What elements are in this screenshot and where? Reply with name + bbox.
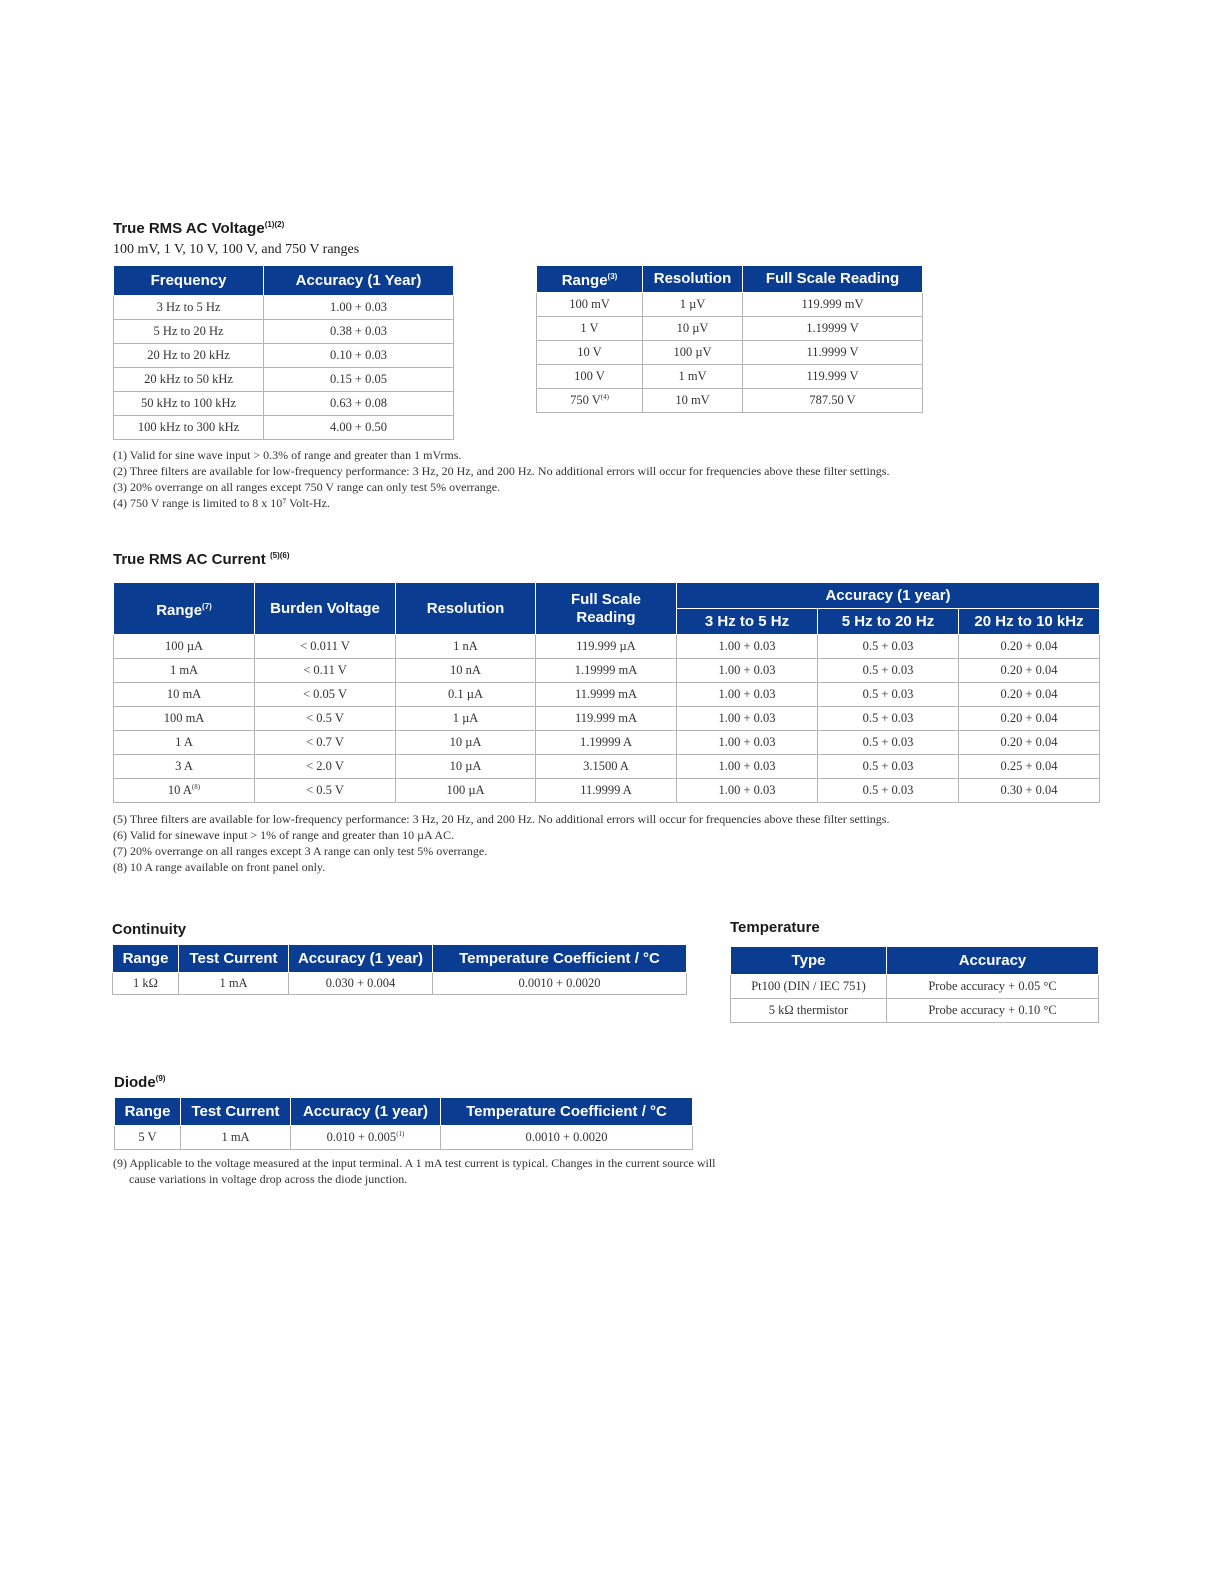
header-test-current: Test Current <box>181 1098 291 1126</box>
full-scale-cell: 119.999 V <box>743 365 923 389</box>
header-range-footnote: (3) <box>607 272 618 281</box>
continuity-table <box>112 944 687 995</box>
accuracy-cell: 0.20 + 0.04 <box>959 683 1100 707</box>
accuracy-cell: 0.38 + 0.03 <box>264 320 454 344</box>
ac-current-title-text: True RMS AC Current <box>113 551 270 568</box>
accuracy-cell: Probe accuracy + 0.10 °C <box>887 999 1099 1023</box>
table-row <box>114 659 1100 683</box>
accuracy-cell: 0.25 + 0.04 <box>959 755 1100 779</box>
ac-voltage-frequency-table <box>113 265 454 440</box>
resolution-cell: 1 nA <box>396 635 536 659</box>
frequency-cell: 5 Hz to 20 Hz <box>114 320 264 344</box>
table-row <box>537 389 923 413</box>
range-cell: 10 V <box>537 341 643 365</box>
full-scale-cell: 787.50 V <box>743 389 923 413</box>
accuracy-cell: 1.00 + 0.03 <box>677 755 818 779</box>
test-current-cell: 1 mA <box>181 1126 291 1150</box>
header-test-current: Test Current <box>179 945 289 973</box>
range-value: 750 V <box>570 393 601 407</box>
header-range <box>537 266 643 293</box>
range-cell: 1 A <box>114 731 255 755</box>
diode-footnotes <box>113 1155 716 1187</box>
accuracy-footnote: (1) <box>396 1130 405 1138</box>
header-resolution: Resolution <box>396 583 536 635</box>
full-scale-cell: 1.19999 mA <box>536 659 677 683</box>
header-range-label: Range <box>561 272 608 289</box>
accuracy-cell: 0.30 + 0.04 <box>959 779 1100 803</box>
ac-current-title-footnote: (5)(6) <box>269 551 290 560</box>
range-cell: 100 mA <box>114 707 255 731</box>
range-cell: 3 A <box>114 755 255 779</box>
resolution-cell: 100 µV <box>643 341 743 365</box>
accuracy-cell <box>291 1126 441 1150</box>
resolution-cell: 0.1 µA <box>396 683 536 707</box>
accuracy-cell: 0.5 + 0.03 <box>818 707 959 731</box>
footnote: (4) 750 V range is limited to 8 x 10⁷ Volt-Hz. <box>113 496 330 510</box>
header-range-footnote: (7) <box>202 601 212 611</box>
header-accuracy-group: Accuracy (1 year) <box>677 583 1100 609</box>
table-row <box>731 975 1099 999</box>
table-row <box>114 416 454 440</box>
range-cell: 100 V <box>537 365 643 389</box>
ac-current-table <box>113 582 1100 803</box>
header-accuracy-1-year: Accuracy (1 year) <box>289 945 433 973</box>
table-row <box>115 1126 693 1150</box>
accuracy-cell: 0.20 + 0.04 <box>959 659 1100 683</box>
accuracy-cell: 0.20 + 0.04 <box>959 635 1100 659</box>
frequency-cell: 50 kHz to 100 kHz <box>114 392 264 416</box>
resolution-cell: 1 mV <box>643 365 743 389</box>
footnote-continuation: cause variations in voltage drop across the diode junction. <box>129 1172 408 1186</box>
temp-coefficient-cell: 0.0010 + 0.0020 <box>441 1126 693 1150</box>
diode-title-text: Diode <box>114 1074 156 1091</box>
accuracy-cell: 0.5 + 0.03 <box>818 779 959 803</box>
ac-current-title <box>113 551 290 568</box>
table-row <box>114 635 1100 659</box>
range-cell <box>114 779 255 803</box>
table-row <box>114 344 454 368</box>
frequency-cell: 100 kHz to 300 kHz <box>114 416 264 440</box>
full-scale-cell: 1.19999 A <box>536 731 677 755</box>
accuracy-cell: 0.20 + 0.04 <box>959 731 1100 755</box>
table-row <box>114 707 1100 731</box>
accuracy-cell: 1.00 + 0.03 <box>677 635 818 659</box>
range-cell: 10 mA <box>114 683 255 707</box>
full-scale-cell: 1.19999 V <box>743 317 923 341</box>
ac-voltage-title-footnote: (1)(2) <box>264 220 285 229</box>
footnote: (1) Valid for sine wave input > 0.3% of range and greater than 1 mVrms. <box>113 448 462 462</box>
header-temperature-coefficient: Temperature Coefficient / °C <box>433 945 687 973</box>
accuracy-cell: 0.5 + 0.03 <box>818 755 959 779</box>
frequency-cell: 20 kHz to 50 kHz <box>114 368 264 392</box>
accuracy-cell: 1.00 + 0.03 <box>677 731 818 755</box>
accuracy-cell: 1.00 + 0.03 <box>264 296 454 320</box>
table-row <box>113 973 687 995</box>
header-20hz-to-10khz: 20 Hz to 10 kHz <box>959 609 1100 635</box>
resolution-cell: 10 mV <box>643 389 743 413</box>
header-type: Type <box>731 947 887 975</box>
header-3hz-to-5hz: 3 Hz to 5 Hz <box>677 609 818 635</box>
table-row <box>537 317 923 341</box>
burden-cell: < 2.0 V <box>255 755 396 779</box>
burden-cell: < 0.7 V <box>255 731 396 755</box>
resolution-cell: 100 µA <box>396 779 536 803</box>
table-row <box>114 368 454 392</box>
footnote: (2) Three filters are available for low-frequency performance: 3 Hz, 20 Hz, and 200 Hz. No additional errors will occur for frequencies above these filter settings. <box>113 464 890 478</box>
header-accuracy-1-year: Accuracy (1 year) <box>291 1098 441 1126</box>
diode-title <box>114 1074 165 1091</box>
diode-table <box>114 1097 693 1150</box>
full-scale-cell: 119.999 mV <box>743 293 923 317</box>
range-cell: 100 mV <box>537 293 643 317</box>
accuracy-cell: 0.15 + 0.05 <box>264 368 454 392</box>
table-row <box>114 755 1100 779</box>
footnote: (5) Three filters are available for low-frequency performance: 3 Hz, 20 Hz, and 200 Hz. No additional errors will occur for frequencies above these filter settings. <box>113 812 890 826</box>
full-scale-cell: 119.999 µA <box>536 635 677 659</box>
footnote: (9) Applicable to the voltage measured at the input terminal. A 1 mA test current is typical. Changes in the current source will <box>113 1156 716 1170</box>
resolution-cell: 10 µA <box>396 731 536 755</box>
range-footnote: (4) <box>600 393 609 401</box>
table-row <box>114 392 454 416</box>
burden-cell: < 0.5 V <box>255 779 396 803</box>
full-scale-cell: 11.9999 mA <box>536 683 677 707</box>
range-cell: 1 V <box>537 317 643 341</box>
header-full-scale-reading: Full Scale Reading <box>536 583 677 635</box>
table-row <box>537 365 923 389</box>
accuracy-cell: 0.10 + 0.03 <box>264 344 454 368</box>
ac-voltage-subtitle: 100 mV, 1 V, 10 V, 100 V, and 750 V ranges <box>113 242 360 257</box>
header-range-label: Range <box>156 601 203 619</box>
diode-title-footnote: (9) <box>155 1074 166 1083</box>
type-cell: 5 kΩ thermistor <box>731 999 887 1023</box>
accuracy-cell: 1.00 + 0.03 <box>677 779 818 803</box>
temp-coefficient-cell: 0.0010 + 0.0020 <box>433 973 687 995</box>
accuracy-cell: 1.00 + 0.03 <box>677 683 818 707</box>
table-row <box>537 293 923 317</box>
table-row <box>114 320 454 344</box>
accuracy-cell: 1.00 + 0.03 <box>677 659 818 683</box>
resolution-cell: 10 nA <box>396 659 536 683</box>
resolution-cell: 1 µV <box>643 293 743 317</box>
burden-cell: < 0.011 V <box>255 635 396 659</box>
burden-cell: < 0.5 V <box>255 707 396 731</box>
accuracy-value: 0.010 + 0.005 <box>326 1130 397 1144</box>
resolution-cell: 10 µA <box>396 755 536 779</box>
table-row <box>114 779 1100 803</box>
type-cell: Pt100 (DIN / IEC 751) <box>731 975 887 999</box>
footnote: (3) 20% overrange on all ranges except 750 V range can only test 5% overrange. <box>113 480 501 494</box>
table-row <box>114 683 1100 707</box>
header-range: Range <box>113 945 179 973</box>
accuracy-cell: 4.00 + 0.50 <box>264 416 454 440</box>
full-scale-cell: 119.999 mA <box>536 707 677 731</box>
temperature-title: Temperature <box>730 919 820 936</box>
ac-current-footnotes <box>113 811 889 875</box>
table-row <box>114 296 454 320</box>
footnote: (7) 20% overrange on all ranges except 3 A range can only test 5% overrange. <box>113 844 488 858</box>
resolution-cell: 10 µV <box>643 317 743 341</box>
frequency-cell: 3 Hz to 5 Hz <box>114 296 264 320</box>
range-footnote: (8) <box>191 783 201 791</box>
ac-voltage-footnotes <box>113 447 889 511</box>
header-resolution: Resolution <box>643 266 743 293</box>
accuracy-cell: 0.5 + 0.03 <box>818 683 959 707</box>
header-range <box>114 583 255 635</box>
table-row <box>537 341 923 365</box>
accuracy-cell: 0.20 + 0.04 <box>959 707 1100 731</box>
accuracy-cell: 0.63 + 0.08 <box>264 392 454 416</box>
burden-cell: < 0.11 V <box>255 659 396 683</box>
full-scale-cell: 11.9999 V <box>743 341 923 365</box>
range-cell: 1 mA <box>114 659 255 683</box>
footnote: (8) 10 A range available on front panel only. <box>113 860 326 874</box>
range-cell: 5 V <box>115 1126 181 1150</box>
ac-voltage-title <box>113 220 284 237</box>
range-cell: 100 µA <box>114 635 255 659</box>
ac-voltage-range-table <box>536 265 923 413</box>
footnote: (6) Valid for sinewave input > 1% of range and greater than 10 µA AC. <box>113 828 455 842</box>
accuracy-cell: Probe accuracy + 0.05 °C <box>887 975 1099 999</box>
header-full-scale-reading: Full Scale Reading <box>743 266 923 293</box>
table-row <box>731 999 1099 1023</box>
header-frequency: Frequency <box>114 266 264 296</box>
ac-voltage-title-text: True RMS AC Voltage <box>113 220 265 237</box>
burden-cell: < 0.05 V <box>255 683 396 707</box>
resolution-cell: 1 µA <box>396 707 536 731</box>
range-cell <box>537 389 643 413</box>
accuracy-cell: 0.5 + 0.03 <box>818 731 959 755</box>
accuracy-cell: 0.030 + 0.004 <box>289 973 433 995</box>
full-scale-cell: 11.9999 A <box>536 779 677 803</box>
accuracy-cell: 1.00 + 0.03 <box>677 707 818 731</box>
continuity-title: Continuity <box>112 921 187 938</box>
frequency-cell: 20 Hz to 20 kHz <box>114 344 264 368</box>
header-5hz-to-20hz: 5 Hz to 20 Hz <box>818 609 959 635</box>
accuracy-cell: 0.5 + 0.03 <box>818 659 959 683</box>
header-range: Range <box>115 1098 181 1126</box>
table-row <box>114 731 1100 755</box>
temperature-table <box>730 946 1099 1023</box>
accuracy-cell: 0.5 + 0.03 <box>818 635 959 659</box>
test-current-cell: 1 mA <box>179 973 289 995</box>
range-cell: 1 kΩ <box>113 973 179 995</box>
header-temperature-coefficient: Temperature Coefficient / °C <box>441 1098 693 1126</box>
header-accuracy-1-year: Accuracy (1 Year) <box>264 266 454 296</box>
range-value: 10 A <box>167 783 192 797</box>
full-scale-cell: 3.1500 A <box>536 755 677 779</box>
header-accuracy: Accuracy <box>887 947 1099 975</box>
header-burden-voltage: Burden Voltage <box>255 583 396 635</box>
